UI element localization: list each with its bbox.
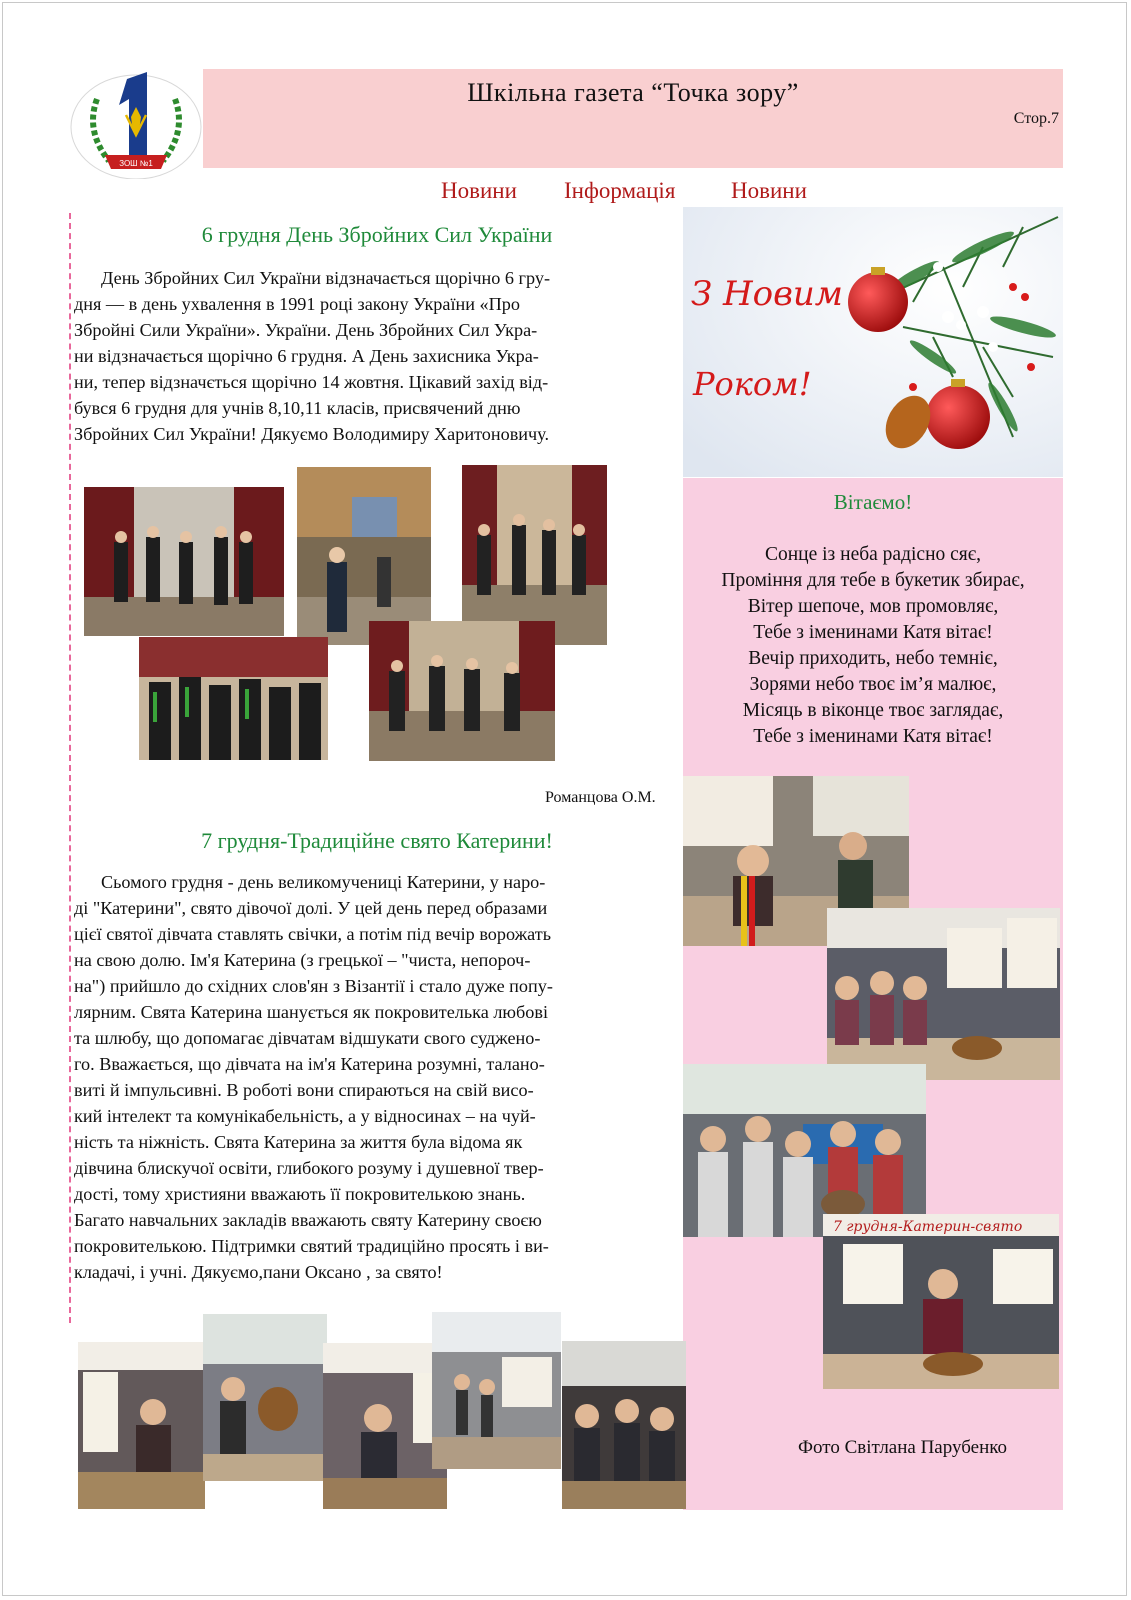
katerina-photo (827, 908, 1060, 1080)
photo-credit: Фото Світлана Парубенко (798, 1437, 1008, 1458)
new-year-text-2: Роком! (693, 365, 812, 403)
article1-line: дня — в день ухвалення в 1991 році закону України «Про (74, 294, 520, 314)
article1-line: Збройних Сил України! Дякуємо Володимиру Харитоновичу. (74, 424, 549, 444)
dashed-divider (69, 213, 71, 1323)
article2-heading: 7 грудня-Традиційне свято Катерини! (201, 828, 553, 853)
poem-line: Вечір приходить, небо темніє, (748, 648, 998, 669)
poem-line: Місяць в віконце твоє заглядає, (742, 700, 1004, 721)
katerina-photo (432, 1312, 561, 1469)
article2-line: виті й імпульсивні. В роботі вони спираються на свій висо- (74, 1080, 534, 1100)
article2-line: Сьомого грудня - день великомучениці Катерини, у наро- (101, 872, 546, 892)
article1-line: День Збройних Сил України відзначається щорічно 6 гру- (101, 268, 551, 288)
event-photo (462, 465, 607, 645)
article2-line: та шлюбу, що допомагає дівчатам відшукати свого суджено- (74, 1028, 541, 1048)
article2-line: ді "Катерини", свято дівочої долі. У цей день перед образами (74, 898, 548, 918)
article1-line: бувся 6 грудня для учнів 8,10,11 класів, присвячений дню (74, 398, 521, 418)
article1-body (74, 265, 680, 447)
poem-line: Сонце із неба радісно сяє, (764, 544, 982, 565)
article2-line: на") прийшло до східних слов'ян з Візантії і стало дуже попу- (74, 976, 553, 996)
article2-line: кий інтелект та комунікабельність, а у відносинах – на чуй- (74, 1106, 536, 1126)
logo-text: ЗОШ №1 (119, 159, 153, 168)
katerina-photo (562, 1341, 686, 1509)
nav-information[interactable]: Інформація (564, 178, 676, 203)
event-photo (139, 637, 328, 760)
katerina-photo (683, 1064, 926, 1237)
katerina-photo (823, 1214, 1059, 1389)
article2-line: ність та ніжність. Свята Катерина за життя була відома як (74, 1132, 523, 1152)
article2-line: Багато навчальних закладів вважають святу Катерину своєю (74, 1210, 542, 1230)
article1-heading: 6 грудня День Збройних Сил України (201, 222, 553, 247)
page-number: Стор.7 (1013, 110, 1059, 127)
article2-line: дівчина блискучої освіти, глибокого розуму і душевної твер- (74, 1158, 544, 1178)
school-logo (69, 69, 203, 179)
poem-line: Тебе з іменинами Катя вітає! (753, 622, 993, 643)
article1-line: ни відзначається щорічно 6 грудня. А День захисника Укра- (74, 346, 539, 366)
new-year-card (683, 207, 1063, 477)
article2-line: на свою долю. Ім'я Катерина (з грецької – "чиста, непороч- (74, 950, 531, 970)
article2-line: лярним. Свята Катерина шанується як покровителька любові (74, 1002, 549, 1022)
article2-body (74, 869, 680, 1285)
article2-line: дості, тому християни вважають її покровителькою знань. (74, 1184, 526, 1204)
katerina-photo (78, 1342, 205, 1509)
article2-line: цієї святої дівчата ставлять свічки, а потім під вечір ворожать (74, 924, 552, 944)
poem-line: Зорями небо твоє ім’я малює, (749, 674, 997, 695)
event-photo (369, 621, 555, 761)
nav-news-2[interactable]: Новини (731, 178, 807, 203)
katerina-photo (323, 1343, 447, 1509)
greeting-title: Вітаємо! (833, 490, 913, 514)
photo-banner: 7 грудня-Катерин-свято (833, 1219, 1023, 1235)
katerina-photo (203, 1314, 327, 1481)
article1-line: Збройні Сили України». України. День Збройних Сил Укра- (74, 320, 538, 340)
greeting-poem (683, 542, 1063, 750)
article2-line: кладачі, і учні. Дякуємо,пани Оксано , за свято! (74, 1262, 443, 1282)
event-photo (84, 487, 284, 636)
poem-line: Тебе з іменинами Катя вітає! (753, 726, 993, 747)
poem-line: Вітер шепоче, мов промовляє, (747, 596, 999, 617)
article1-author: Романцова О.М. (545, 789, 656, 806)
article2-line: го. Вважається, що дівчата на ім'я Катерина розумні, талано- (74, 1054, 545, 1074)
newspaper-title: Шкільна газета “Точка зору” (467, 78, 799, 107)
event-photo (297, 467, 431, 645)
nav-news-1[interactable]: Новини (441, 178, 517, 203)
new-year-text-1: З Новим (691, 274, 843, 314)
article2-line: покровителькою. Підтримки святий традиційно просять і ви- (74, 1236, 549, 1256)
article1-line: ни, тепер відзначється щорічно 14 жовтня. Цікавий захід від- (74, 372, 549, 392)
poem-line: Проміння для тебе в букетик збирає, (721, 570, 1025, 591)
